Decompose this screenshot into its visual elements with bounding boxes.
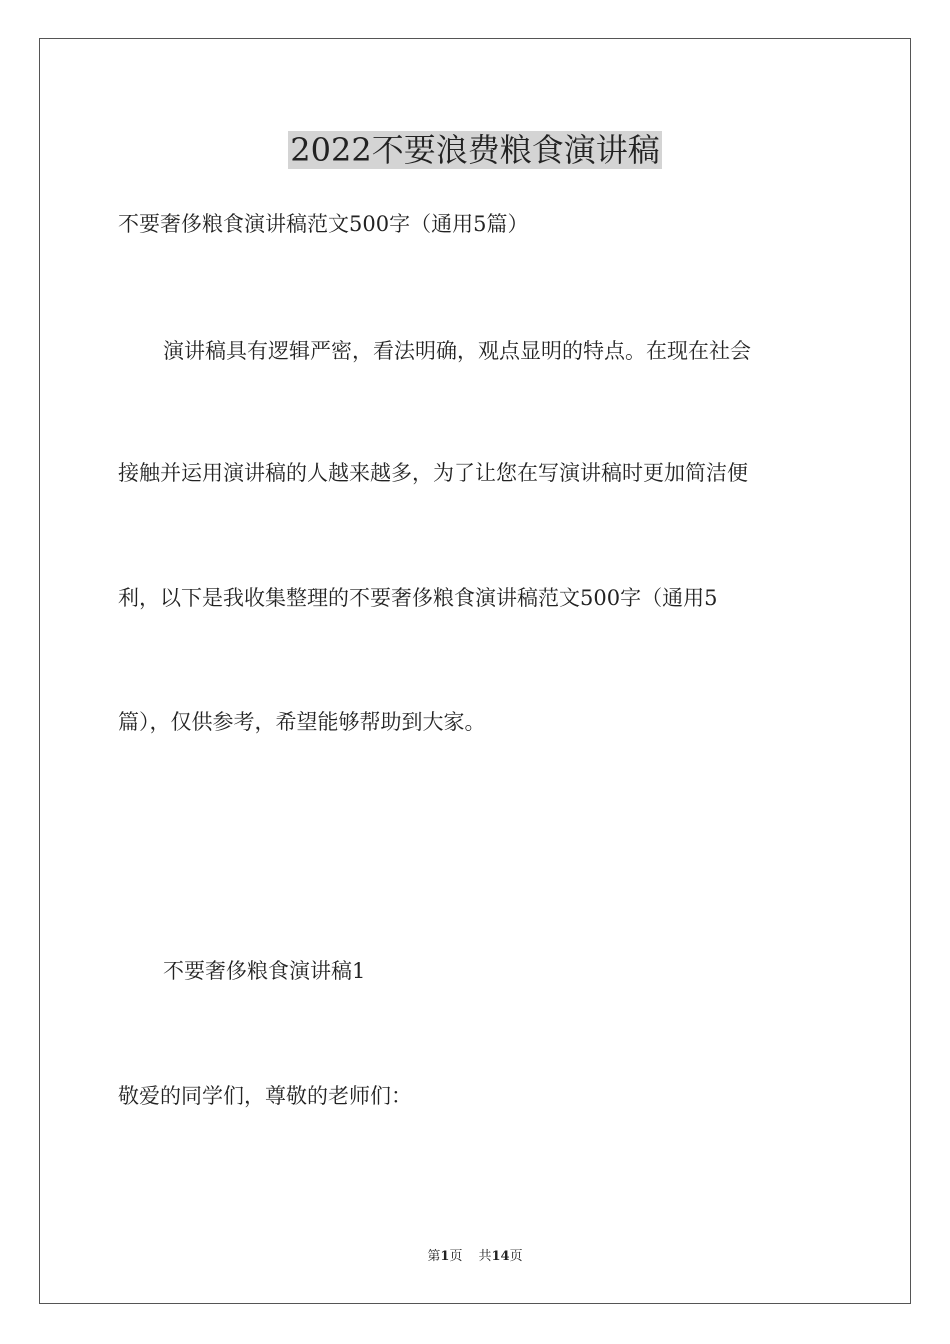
footer-total-prefix: 共 (478, 1249, 492, 1264)
document-title-text: 2022不要浪费粮食演讲稿 (290, 131, 660, 169)
footer-total-suffix: 页 (509, 1249, 523, 1264)
intro-line-2: 接触并运用演讲稿的人越来越多，为了让您在写演讲稿时更加简洁便 (118, 461, 748, 485)
salutation: 敬爱的同学们，尊敬的老师们： (118, 1084, 412, 1108)
footer-page-suffix: 页 (449, 1249, 463, 1264)
document-title (0, 128, 950, 172)
document-subtitle: 不要奢侈粮食演讲稿范文500字（通用5篇） (118, 212, 529, 236)
footer-page-prefix: 第 (427, 1249, 441, 1264)
intro-line-1: 演讲稿具有逻辑严密，看法明确，观点显明的特点。在现在社会 (163, 339, 751, 363)
footer-total-pages: 14 (491, 1249, 510, 1264)
section-heading: 不要奢侈粮食演讲稿1 (163, 959, 366, 983)
footer-page-number: 1 (440, 1249, 450, 1264)
intro-line-3: 利，以下是我收集整理的不要奢侈粮食演讲稿范文500字（通用5 (118, 586, 718, 610)
intro-line-4: 篇），仅供参考，希望能够帮助到大家。 (118, 710, 486, 734)
page-footer (0, 1248, 950, 1266)
